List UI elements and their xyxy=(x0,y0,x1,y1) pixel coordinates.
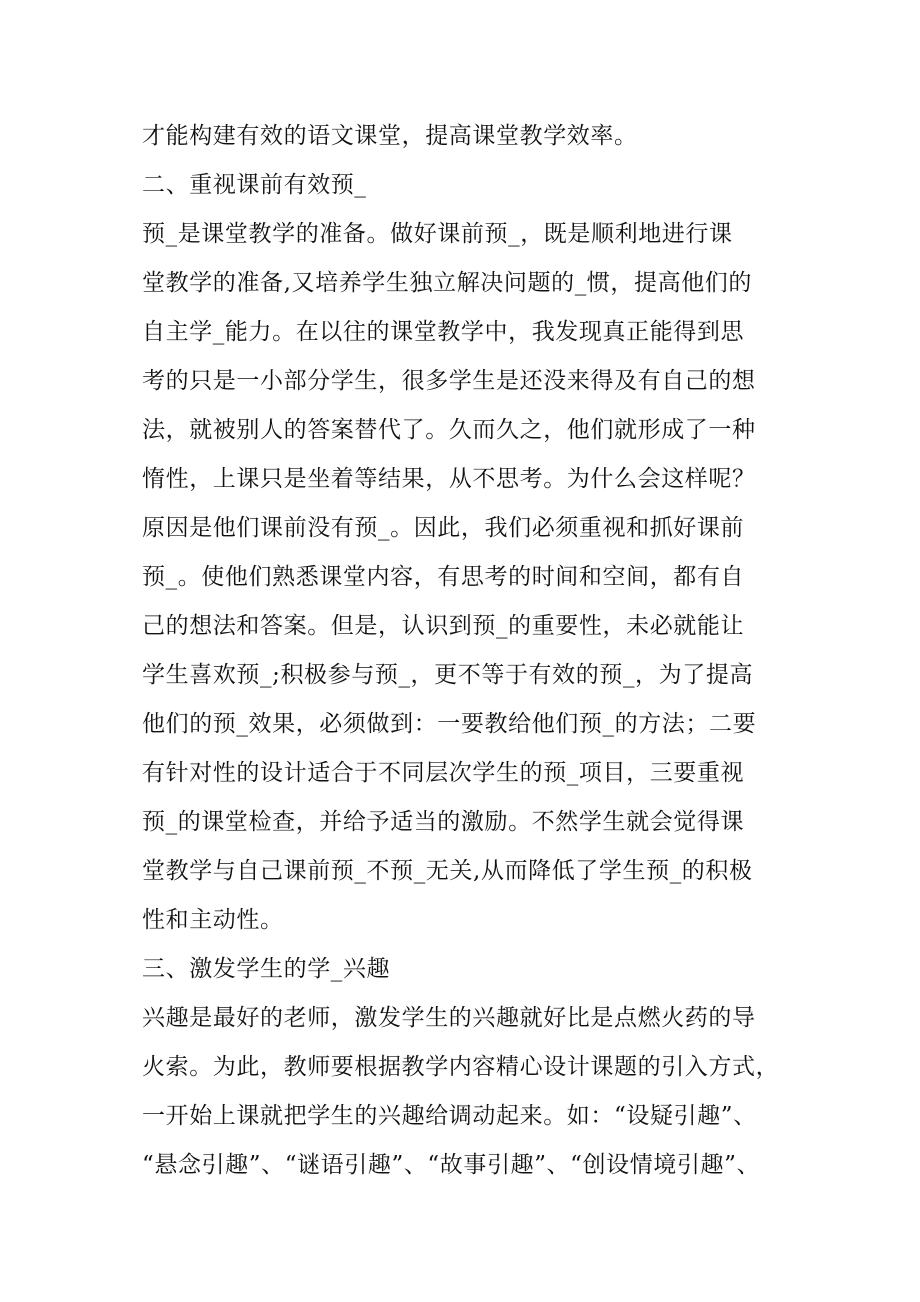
text-line: 预_是课堂教学的准备。做好课前预_，既是顺利地进行课 xyxy=(142,221,733,247)
text-line: 堂教学与自己课前预_不预_无关,从而降低了学生预_的积极 xyxy=(142,858,753,884)
text-line: 火索。为此，教师要根据教学内容精心设计课题的引入方式， xyxy=(142,1054,780,1080)
text-line: 考的只是一小部分学生，很多学生是还没来得及有自己的想 xyxy=(142,368,756,394)
text-line: 有针对性的设计适合于不同层次学生的预_项目，三要重视 xyxy=(142,760,745,786)
text-line: 一开始上课就把学生的兴趣给调动起来。如：“设疑引趣”、 xyxy=(142,1103,757,1129)
text-line: 预_。使他们熟悉课堂内容，有思考的时间和空间，都有自 xyxy=(142,564,745,590)
section-heading: 二、重视课前有效预_ xyxy=(142,172,367,198)
text-line: 法，就被别人的答案替代了。久而久之，他们就形成了一种 xyxy=(142,417,756,443)
text-line: 惰性，上课只是坐着等结果，从不思考。为什么会这样呢？ xyxy=(142,466,756,492)
section-heading: 三、激发学生的学_兴趣 xyxy=(142,956,391,982)
text-line: “悬念引趣”、“谜语引趣”、“故事引趣”、“创设情境引趣”、 xyxy=(142,1152,761,1178)
text-line: 兴趣是最好的老师，激发学生的兴趣就好比是点燃火药的导 xyxy=(142,1005,756,1031)
text-line: 自主学_能力。在以往的课堂教学中，我发现真正能得到思 xyxy=(142,319,745,345)
text-line: 预_的课堂检查，并给予适当的激励。不然学生就会觉得课 xyxy=(142,809,745,835)
text-line: 原因是他们课前没有预_。因此，我们必须重视和抓好课前 xyxy=(142,515,745,541)
text-line: 他们的预_效果，必须做到：一要教给他们预_的方法；二要 xyxy=(142,711,757,737)
text-line: 己的想法和答案。但是，认识到预_的重要性，未必就能让 xyxy=(142,613,745,639)
text-line: 堂教学的准备,又培养学生独立解决问题的_惯，提高他们的 xyxy=(142,270,753,296)
text-line: 才能构建有效的语文课堂，提高课堂教学效率。 xyxy=(142,123,638,149)
text-line: 学生喜欢预_;积极参与预_，更不等于有效的预_，为了提高 xyxy=(142,662,754,688)
text-line: 性和主动性。 xyxy=(142,907,284,933)
